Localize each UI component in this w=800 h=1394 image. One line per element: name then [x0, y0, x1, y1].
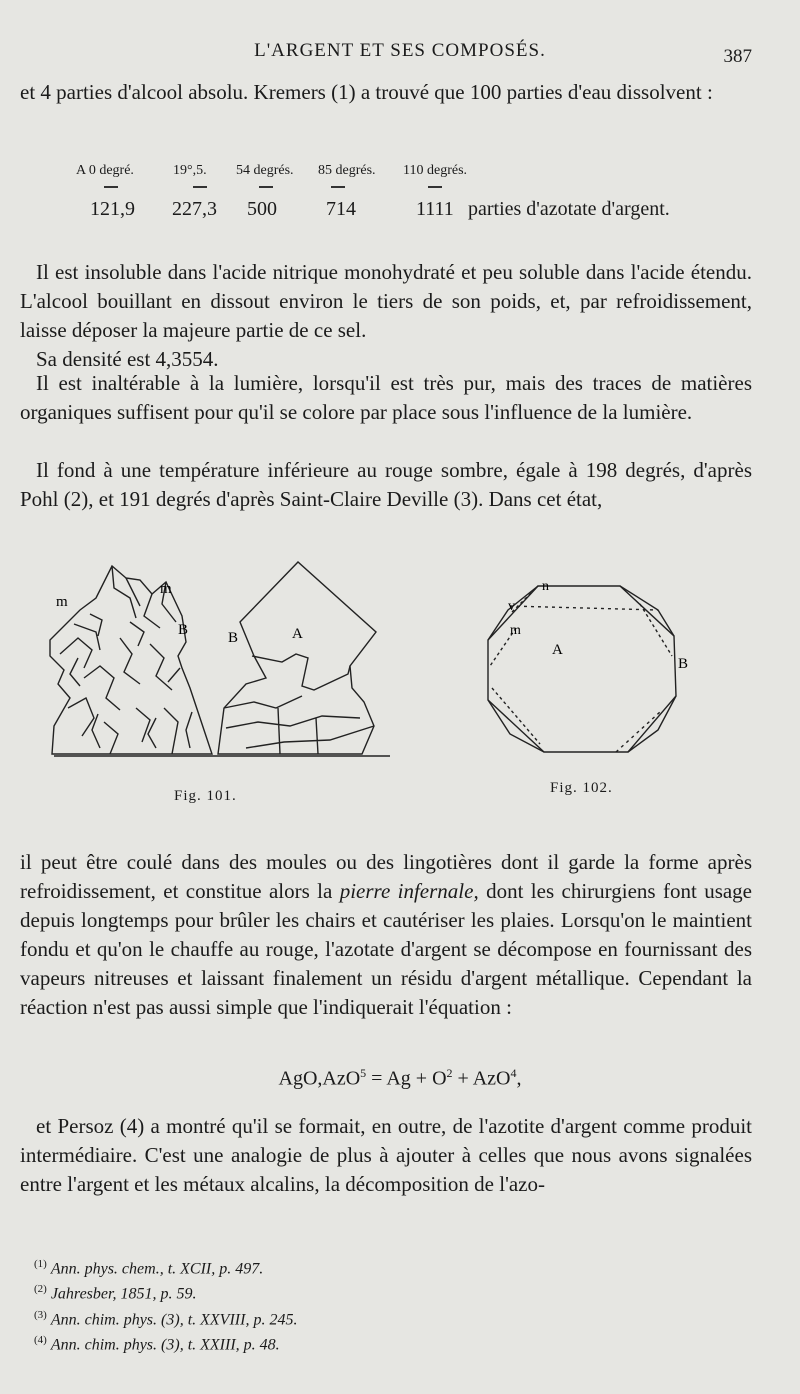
- figure-102: [480, 576, 700, 764]
- equation-o-sup: 2: [446, 1066, 453, 1080]
- page-number: 387: [723, 46, 752, 67]
- footnote-text: Ann. chim. phys. (3), t. XXIII, p. 48.: [50, 1336, 280, 1354]
- label-a: A: [292, 626, 303, 642]
- footnote-3: [34, 1305, 297, 1330]
- figure-102-caption: Fig. 102.: [550, 780, 613, 796]
- crystal-inner-lines: [70, 614, 192, 748]
- paragraph-4: Il est inaltérable à la lumière, lorsqu'il est très pur, mais des traces de matières organiques suffisent pour qu'il se colore par place sous l'influence de la lumière.: [20, 371, 752, 424]
- paragraph-2: Il est insoluble dans l'acide nitrique monohydraté et peu soluble dans l'acide étendu. L'alcool bouillant en dissout environ le tiers de son poids, et, par refroidissement, laisse déposer la majeure partie de ce sel.: [20, 260, 752, 342]
- footnote-text: Ann. chim. phys. (3), t. XXVIII, p. 245.: [50, 1310, 298, 1328]
- label-v: v: [508, 599, 515, 614]
- paragraph-6-part-2: dont les chirurgiens font usage depuis longtemps pour brûler les chairs et cautériser les plaies. Lorsqu'on le maintient fondu et qu'on le chauffe au rouge, l'azotate d'argent se décompose en fournissant des vapeurs nitreuses et laissant finalement un résidu d'argent métallique. Cependant la réaction n'est pas aussi simple que l'indiquerait l'équation :: [20, 879, 753, 1019]
- label-m-top: m: [160, 581, 172, 597]
- figure-101-caption: Fig. 101.: [174, 788, 237, 804]
- table-dash: [104, 186, 118, 188]
- equation-eq-sign: =: [371, 1067, 383, 1090]
- label-m-left: m: [56, 594, 68, 610]
- equation-tail: ,: [516, 1067, 522, 1090]
- value-0: 121,9: [90, 198, 135, 220]
- equation-azo-sup: 4: [510, 1066, 517, 1080]
- footnote-text: Jahresber, 1851, p. 59.: [50, 1285, 197, 1303]
- footnote-mark: (4): [34, 1333, 47, 1346]
- value-1: 227,3: [172, 198, 217, 220]
- crystal-inner-lines: [68, 638, 178, 754]
- temp-header-1: 19°,5.: [173, 163, 207, 178]
- table-dash: [259, 186, 273, 188]
- equation-lhs-sup: 5: [360, 1066, 367, 1080]
- equation-plus-2: +: [457, 1067, 469, 1090]
- temp-header-4: 110 degrés.: [403, 163, 468, 178]
- footnote-1: [34, 1254, 297, 1279]
- dashed-facet-lines: [510, 606, 660, 752]
- hexagon-outline: [488, 586, 676, 752]
- paragraph-1: et 4 parties d'alcool absolu. Kremers (1) a trouvé que 100 parties d'eau dissolvent :: [20, 80, 713, 104]
- label-b: B: [678, 656, 689, 672]
- footnote-4: [34, 1330, 297, 1355]
- equation-azo: AzO: [472, 1067, 511, 1090]
- paragraph-3: Sa densité est 4,3554.: [36, 347, 219, 371]
- temp-header-2: 54 degrés.: [236, 163, 294, 178]
- value-4: 1111: [416, 198, 454, 220]
- solubility-table-values: [0, 198, 800, 228]
- table-dash: [193, 186, 207, 188]
- crystal-step-lines: [224, 696, 374, 754]
- footnotes: [34, 1254, 297, 1355]
- equation-o: O: [432, 1067, 447, 1090]
- temp-header-3: 85 degrés.: [318, 163, 376, 178]
- label-m: m: [510, 623, 521, 638]
- value-2: 500: [247, 198, 277, 220]
- crystal-face-line: [252, 654, 350, 690]
- equation-ag: Ag: [386, 1067, 411, 1090]
- chemical-equation: [0, 1066, 800, 1091]
- temp-header-0: A 0 degré.: [76, 163, 134, 178]
- label-b-left: B: [178, 622, 189, 638]
- paragraph-5: Il fond à une température inférieure au rouge sombre, égale à 198 degrés, d'après Pohl (2), et 191 degrés d'après Saint-Claire Deville (3). Dans cet état,: [20, 458, 752, 511]
- label-b-right: B: [228, 630, 239, 646]
- footnote-mark: (1): [34, 1258, 47, 1270]
- table-dash: [428, 186, 442, 188]
- pierre-infernale: pierre infernale,: [339, 879, 479, 903]
- label-n: n: [542, 579, 549, 594]
- footnote-mark: (3): [34, 1308, 47, 1321]
- footnote-mark: (2): [34, 1283, 47, 1296]
- running-title: L'ARGENT ET SES COMPOSÉS.: [254, 40, 546, 61]
- figure-101: [40, 558, 400, 770]
- footnote-2: [34, 1279, 297, 1304]
- paragraph-7: et Persoz (4) a montré qu'il se formait, en outre, de l'azotite d'argent comme produit intermédiaire. C'est une analogie de plus à ajouter à celles que nous avons signalées entre l'argent et les métaux alcalins, la décomposition de l'azo-: [20, 1114, 752, 1196]
- footnote-text: Ann. phys. chem., t. XCII, p. 497.: [50, 1260, 264, 1278]
- paragraph-6: [20, 848, 752, 1022]
- table-dash: [331, 186, 345, 188]
- paragraph-6-part-1: il peut être coulé dans des moules ou des lingotières dont il garde la forme après refroidissement, et constitue alors la: [20, 850, 752, 903]
- equation-plus-1: +: [415, 1067, 428, 1090]
- unit-label: parties d'azotate d'argent.: [468, 198, 670, 220]
- solubility-table-header: [0, 163, 800, 187]
- value-3: 714: [326, 198, 356, 220]
- equation-lhs: AgO,AzO: [278, 1067, 361, 1090]
- label-a: A: [552, 642, 563, 658]
